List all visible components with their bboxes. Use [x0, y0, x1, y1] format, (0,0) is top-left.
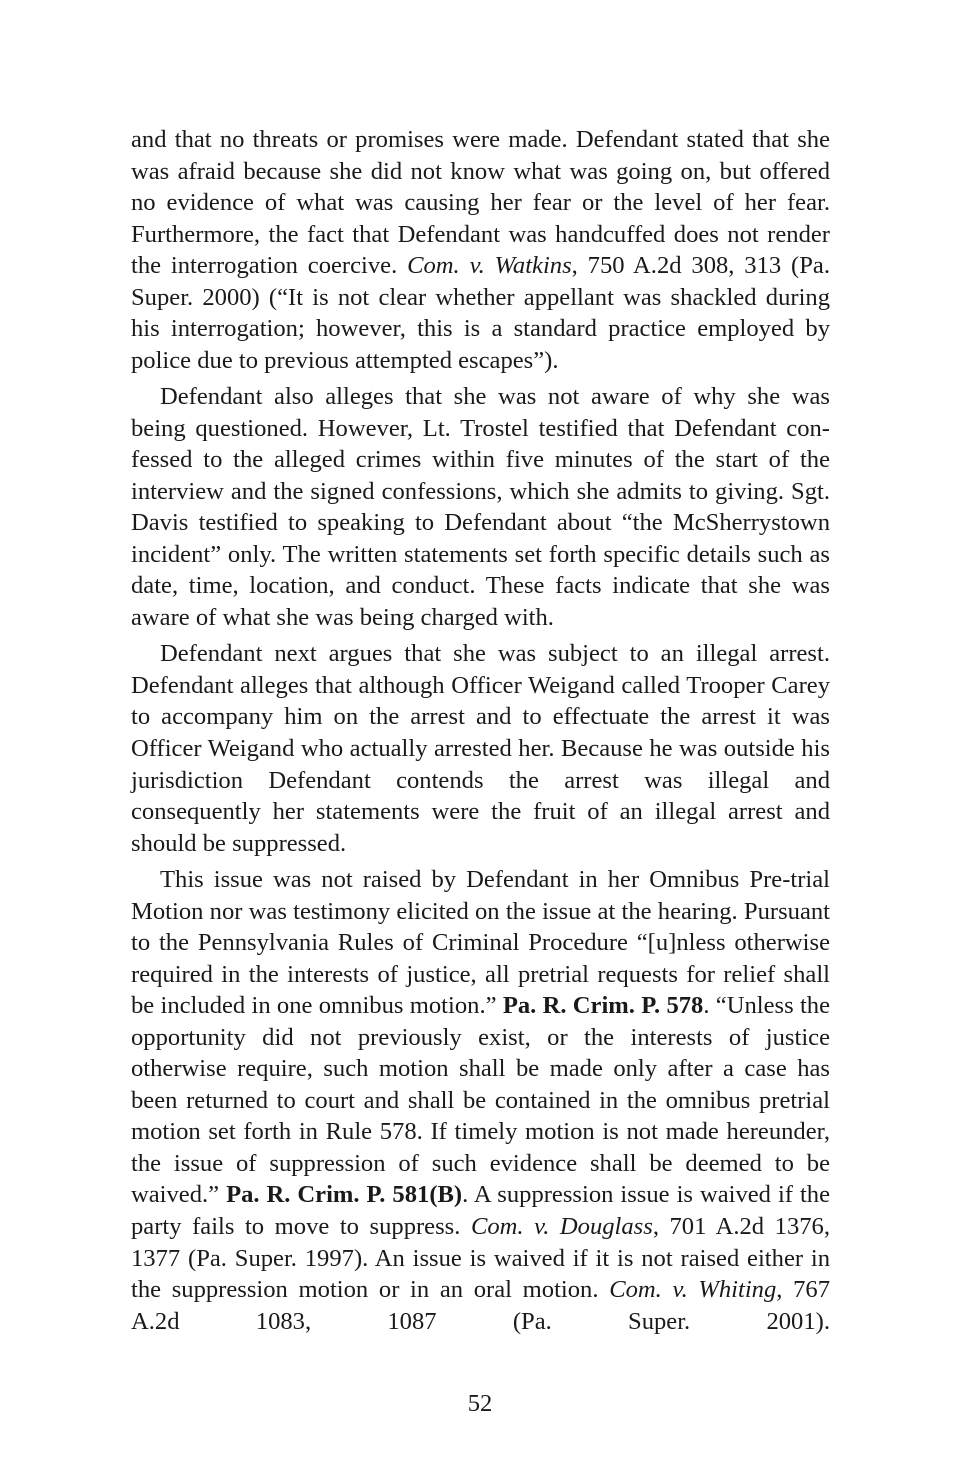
text-segment: This issue was not raised by Defendant in her Omnibus Pre-trial Motion nor was testimony elicited on the issue at the hearing. Pursuant to the Pennsylvania Rules of Criminal Procedure “[u]nless otherwise required in the interests of justice, all pretrial requests for relief shall be included in one omnibus motion.”	[131, 865, 830, 1020]
text-segment: , 767 A.2d 1083, 1087 (Pa. Super. 2001).	[131, 1276, 830, 1335]
text-segment: Defendant next argues that she was subject to an illegal arrest. Defendant alleges that although Officer Weigand called Trooper Carey to accompany him on the arrest and to effectuate the arrest it was Officer Weigand who actually arrested her. Because he was outside his jurisdiction Defendant contends the arrest was illegal and consequently her statements were the fruit of an illegal arrest and should be suppressed.	[131, 640, 830, 857]
paragraph-1	[131, 124, 830, 376]
text-segment: Defendant also alleges that she was not aware of why she was being questioned. However, Lt. Trostel testified that Defendant confessed to the alleged crimes within five minutes of the start of the interview and the signed confessions, which she admits to giving. Sgt. Davis testified to speaking to Defendant about “the McSherrystown incident” only. The written statements set forth specific details such as date, time, location, and conduct. These facts indicate that she was aware of what she was being charged with.	[131, 383, 830, 631]
case-citation: Com. v. Watkins	[407, 252, 572, 280]
text-segment: , 701 A.2d 1376, 1377 (Pa. Super. 1997). An issue is waived if it is not raised either in the suppression motion or in an oral motion.	[131, 1212, 830, 1304]
case-citation: Com. v. Whiting	[609, 1276, 777, 1304]
text-segment: , 750 A.2d 308, 313 (Pa. Super. 2000) (“It is not clear whether appellant was shackled during his interrogation; however, this is a standard practice employed by police due to previous attempted escapes”).	[131, 252, 830, 374]
case-citation: Com. v. Douglass	[470, 1212, 653, 1240]
text-segment: . “Unless the opportunity did not previously exist, or the interests of justice otherwise require, such motion shall be made only after a case has been returned to court and shall be contained in the omnibus pretrial motion set forth in Rule 578. If timely motion is not made hereunder, the issue of suppression of such evidence shall be deemed to be waived.”	[131, 992, 831, 1209]
body-text	[131, 124, 830, 1342]
text-segment: . A suppression issue is waived if the party fails to move to suppress.	[131, 1181, 830, 1240]
text-segment: and that no threats or promises were made. Defendant stated that she was afraid because she did not know what was going on, but offered no evidence of what was causing her fear or the level of her fear. Furthermore, the fact that Defendant was handcuffed does not render the interrogation coercive.	[131, 126, 830, 280]
page-number: 52	[467, 1390, 493, 1417]
paragraph-2	[131, 381, 830, 633]
rule-citation: Pa. R. Crim. P. 578	[502, 992, 704, 1020]
rule-citation: Pa. R. Crim. P. 581(B)	[226, 1181, 463, 1209]
paragraph-3	[131, 638, 830, 859]
paragraph-4	[131, 864, 830, 1337]
